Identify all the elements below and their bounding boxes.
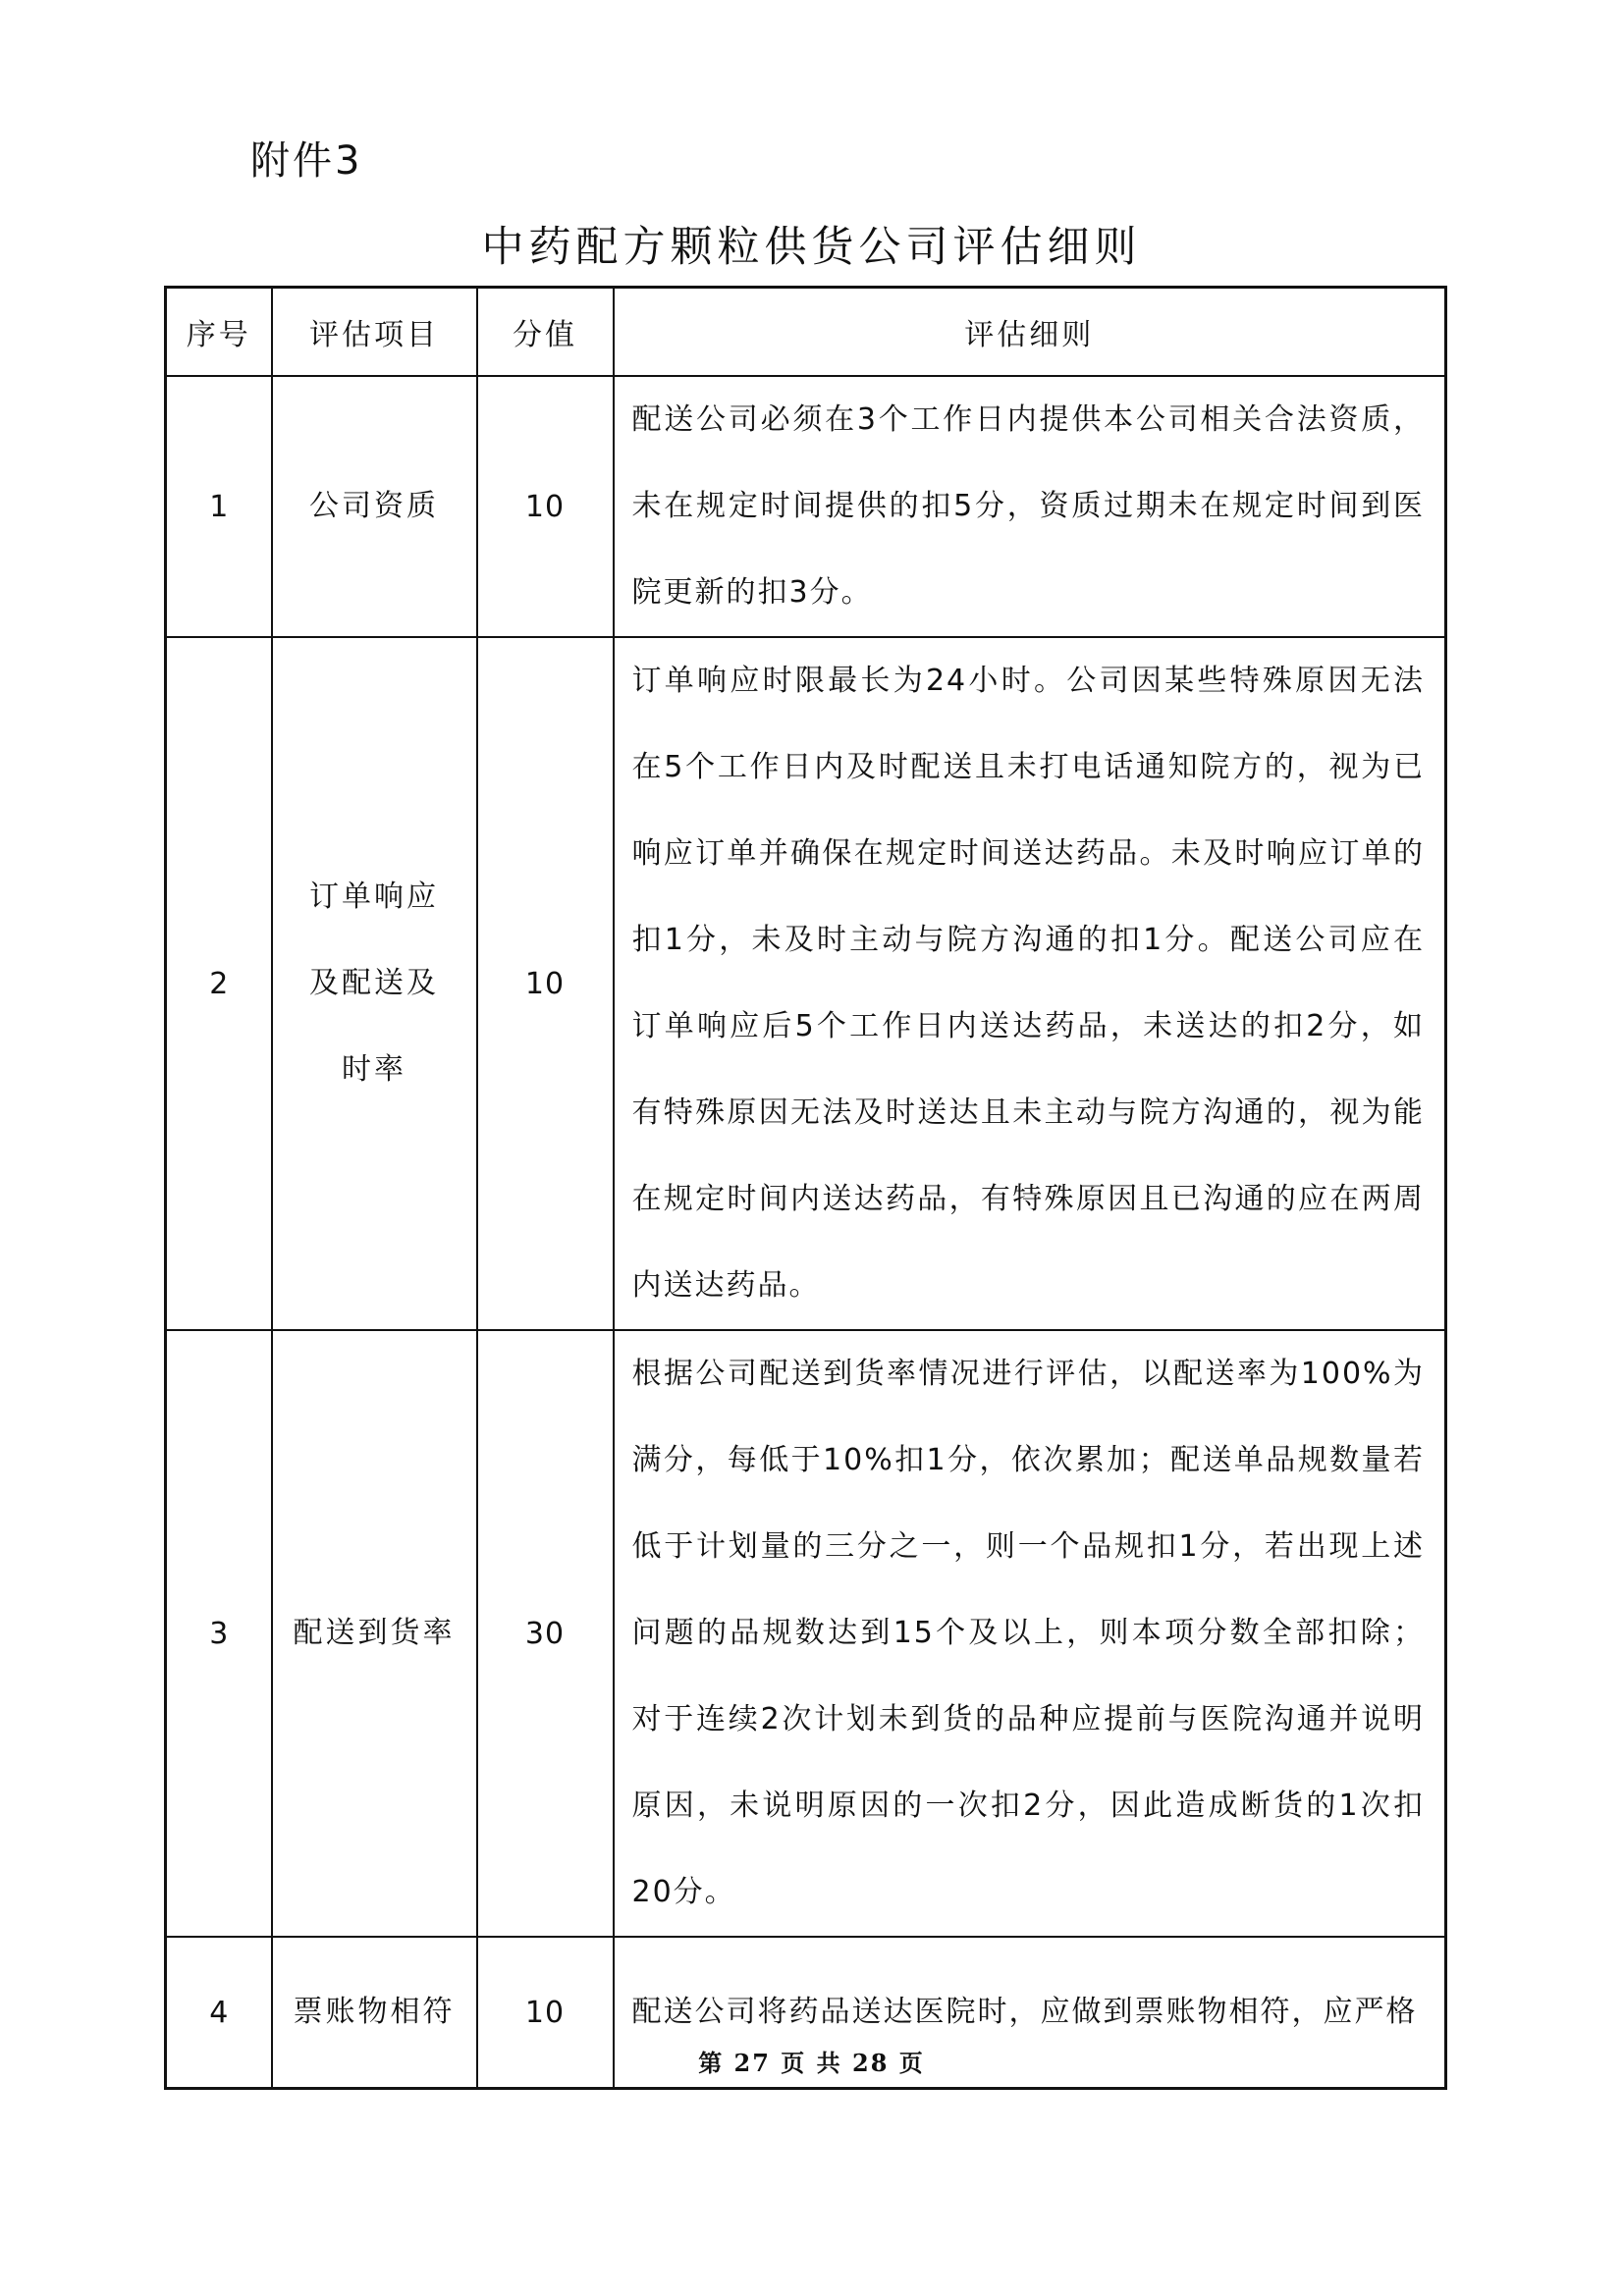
header-score: 分值 bbox=[477, 288, 614, 377]
table-row bbox=[166, 376, 1446, 637]
row-detail: 根据公司配送到货率情况进行评估，以配送率为100%为满分，每低于10%扣1分，依次累加；配送单品规数量若低于计划量的三分之一，则一个品规扣1分，若出现上述问题的品规数达到15个及以上，则本项分数全部扣除；对于连续2次计划未到货的品种应提前与医院沟通并说明原因，未说明原因的一次扣2分，因此造成断货的1次扣20分。 bbox=[614, 1330, 1446, 1937]
table-header-row bbox=[166, 288, 1446, 377]
row-item: 票账物相符 bbox=[272, 1937, 477, 2089]
row-detail: 配送公司必须在3个工作日内提供本公司相关合法资质，未在规定时间提供的扣5分，资质过期未在规定时间到医院更新的扣3分。 bbox=[614, 376, 1446, 637]
row-detail: 配送公司将药品送达医院时，应做到票账物相符，应严格 bbox=[614, 1937, 1446, 2089]
row-score: 10 bbox=[477, 1937, 614, 2089]
row-score: 10 bbox=[477, 637, 614, 1330]
evaluation-table bbox=[164, 286, 1447, 2090]
row-item: 订单响应及配送及时率 bbox=[272, 637, 477, 1330]
row-item: 配送到货率 bbox=[272, 1330, 477, 1937]
row-score: 30 bbox=[477, 1330, 614, 1937]
table-row bbox=[166, 1330, 1446, 1937]
row-no: 1 bbox=[166, 376, 272, 637]
attachment-label: 附件3 bbox=[250, 138, 363, 184]
row-no: 3 bbox=[166, 1330, 272, 1937]
row-no: 2 bbox=[166, 637, 272, 1330]
row-no: 4 bbox=[166, 1937, 272, 2089]
document-title: 中药配方颗粒供货公司评估细则 bbox=[481, 223, 1142, 272]
row-detail: 订单响应时限最长为24小时。公司因某些特殊原因无法在5个工作日内及时配送且未打电话通知院方的，视为已响应订单并确保在规定时间送达药品。未及时响应订单的扣1分，未及时主动与院方沟通的扣1分。配送公司应在订单响应后5个工作日内送达药品，未送达的扣2分，如有特殊原因无法及时送达且未主动与院方沟通的，视为能在规定时间内送达药品，有特殊原因且已沟通的应在两周内送达药品。 bbox=[614, 637, 1446, 1330]
header-no: 序号 bbox=[166, 288, 272, 377]
row-item: 公司资质 bbox=[272, 376, 477, 637]
row-score: 10 bbox=[477, 376, 614, 637]
page-number-footer: 第 27 页 共 28 页 bbox=[698, 2049, 925, 2077]
header-detail: 评估细则 bbox=[614, 288, 1446, 377]
table-row bbox=[166, 637, 1446, 1330]
header-item: 评估项目 bbox=[272, 288, 477, 377]
